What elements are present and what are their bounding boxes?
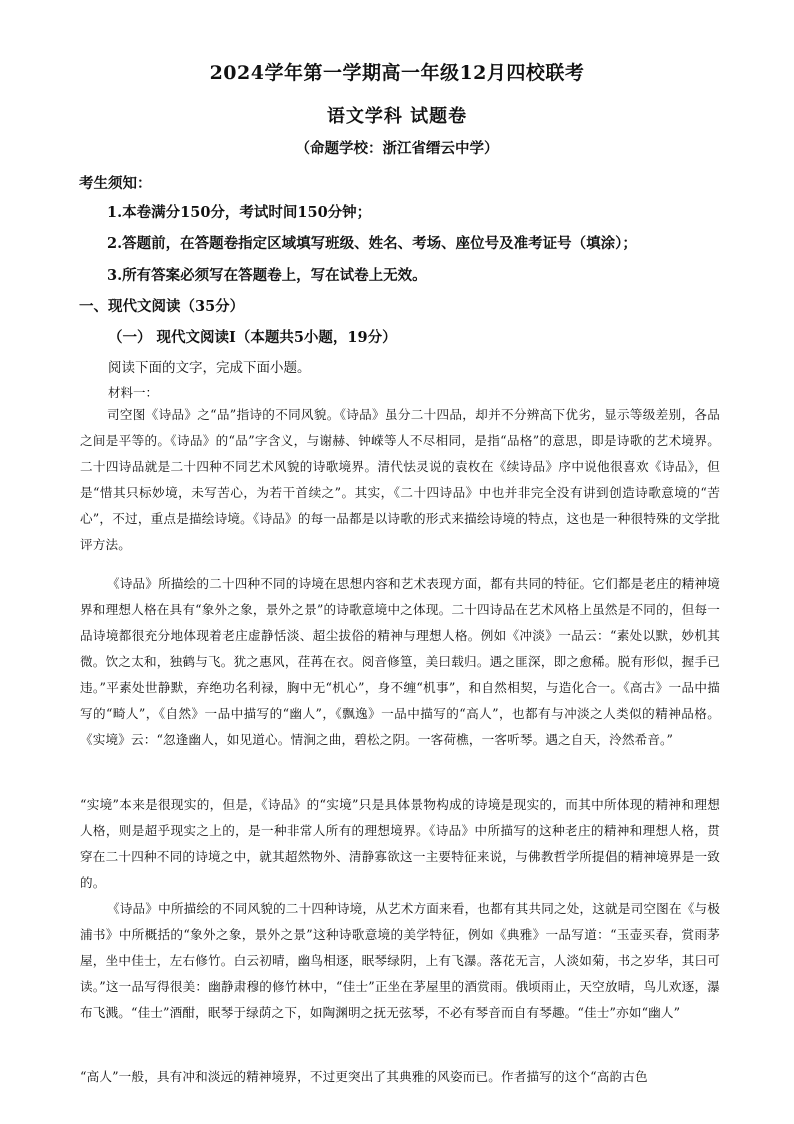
notice-item: 1.本卷满分150分，考试时间150分钟； [107, 204, 372, 221]
exam-school: （命题学校：浙江省缙云中学） [295, 140, 499, 157]
passage-paragraph: 司空图《诗品》之“品”指诗的不同风貌。《诗品》虽分二十四品，却并不分辨高下优劣，显示等级差别，各品之间是平等的。《诗品》的“品”字含义，与谢赫、钟嵘等人不尽相同，是指“品格”的意思，即是诗歌的艺术境界。二十四诗品就是二十四种不同艺术风貌的诗歌境界。清代怯灵说的袁枚在《续诗品》序中说他很喜欢《诗品》，但是“惜其只标妙境，未写苦心，为若干首续之”。其实，《二十四诗品》中也并非完全没有讲到创造诗歌意境的“苦心”，不过，重点是描绘诗境。《诗品》的每一品都是以诗歌的形式来描绘诗境的特点，这也是一种很特殊的文学批评方法。 [80, 407, 720, 552]
notice-item: 2.答题前，在答题卷指定区域填写班级、姓名、考场、座位号及准考证号（填涂）； [107, 235, 637, 252]
section-heading: 一、现代文阅读（35分） [79, 298, 245, 315]
passage-paragraph: 《诗品》所描绘的二十四种不同的诗境在思想内容和艺术表现方面，都有共同的特征。它们都是老庄的精神境界和理想人格在具有“象外之象，景外之景”的诗歌意境中之体现。二十四诗品在艺术风格上虽然是不同的，但每一品诗境都很充分地体现着老庄虚静恬淡、超尘拔俗的精神与理想人格。例如《冲淡》一品云：“素处以默，妙机其微。饮之太和，独鹤与飞。犹之惠风，荏苒在衣。阅音修篁，美曰载归。遇之匪深，即之愈稀。脱有形似，握手已违。”平素处世静默，弃绝功名利禄，胸中无“机心”，身不缠“机事”，和自然相契，与造化合一。《高古》一品中描写的“畸人”，《自然》一品中描写的“幽人”，《飘逸》一品中描写的“高人”，也都有与冲淡之人类似的精神品格。《实境》云：“忽逢幽人，如见道心。情涧之曲，碧松之阴。一客荷樵，一客听琴。遇之自天，泠然希音。” [80, 576, 720, 747]
passage-paragraph: 《诗品》中所描绘的不同风貌的二十四种诗境，从艺术方面来看，也都有其共同之处，这就是司空图在《与极浦书》中所概括的“象外之象，景外之景”这种诗歌意境的美学特征，例如《典雅》一品写道：“玉壶买春，赏雨茅屋，坐中佳士，左右修竹。白云初晴，幽鸟相逐，眠琴绿阴，上有飞瀑。落花无言，人淡如菊，书之岁华，其曰可读。”这一品写得很美：幽静肃穆的修竹林中，“佳士”正坐在茅屋里的酒赏雨。俄顷雨止，天空放晴，鸟儿欢逐，瀑布飞溅。“佳士”酒酣，眠琴于绿荫之下，如陶渊明之抚无弦琴，不必有琴音而自有琴趣。“佳士”亦如“幽人” [80, 901, 720, 1020]
passage-paragraph: “实境”本来是很现实的，但是，《诗品》的“实境”只是具体景物构成的诗境是现实的，而其中所体现的精神和理想人格，则是超乎现实之上的，是一种非常人所有的理想境界。《诗品》中所描写的这种老庄的精神和理想人格，贯穿在二十四种不同的诗境之中，就其超然物外、清静寡欲这一主要特征来说，与佛教哲学所提倡的精神境界是一致的。 [80, 797, 720, 890]
passage-paragraph: “高人”一般，具有冲和淡远的精神境界，不过更突出了其典雅的风姿而已。作者描写的这个“高韵古色 [80, 1069, 648, 1084]
notice-item: 3.所有答案必须写在答题卷上，写在试卷上无效。 [107, 267, 427, 284]
exam-subtitle: 语文学科 试题卷 [326, 106, 468, 127]
reading-instruction: 阅读下面的文字，完成下面小题。 [108, 360, 311, 376]
subsection-heading: （一） 现代文阅读Ⅰ（本题共5小题，19分） [108, 329, 397, 346]
exam-title: 2024学年第一学期高一年级12月四校联考 [209, 62, 585, 84]
notice-heading: 考生须知： [79, 175, 152, 192]
material-label: 材料一： [108, 385, 159, 400]
